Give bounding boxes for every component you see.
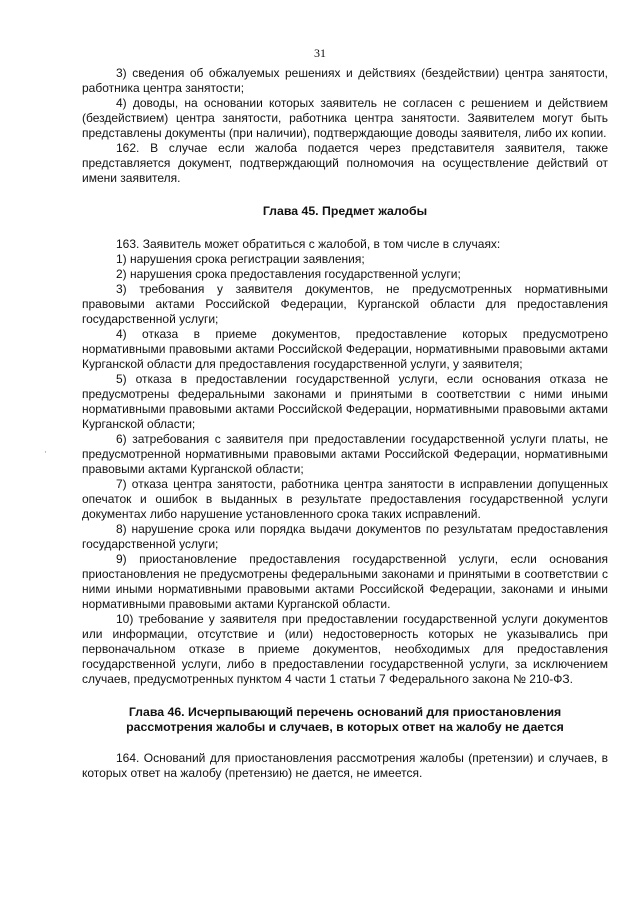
list-item-6: 6) затребования с заявителя при предоставлении государственной услуги платы, не предусмотренной нормативными правовыми актами Российской Федерации, нормативными правовыми актами Курганской области; — [82, 432, 608, 476]
chapter-46-heading — [82, 705, 608, 735]
list-item-9: 9) приостановление предоставления государственной услуги, если основания приостановления не предусмотрены федеральными законами и принятыми в соответствии с ними иными нормативными правовыми актами Российской Федерации, законами и иными нормативными правовыми актами Курганской области. — [82, 552, 608, 611]
paragraph-3-complaint-info: 3) сведения об обжалуемых решениях и действиях (бездействии) центра занятости, работника центра занятости; — [82, 66, 608, 95]
paragraph-163: 163. Заявитель может обратиться с жалобой, в том числе в случаях: — [116, 237, 501, 251]
list-item-10: 10) требование у заявителя при предоставлении государственной услуги документов или информации, отсутствие и (или) недостоверность которых не указывались при первоначальном отказе в приеме документов, необходимых для предоставления государственной услуги, либо в предоставлении государственной услуги, за исключением случаев, предусмотренных пунктом 4 части 1 статьи 7 Федерального закона № 210-ФЗ. — [82, 612, 608, 686]
margin-mark: · — [44, 447, 47, 457]
paragraph-4-arguments: 4) доводы, на основании которых заявитель не согласен с решением и действием (бездействием) центра занятости, работника центра занятости. Заявителем могут быть представлены документы (при наличии), подтверждающие доводы заявителя, либо их копии. — [82, 96, 608, 140]
list-item-1: 1) нарушения срока регистрации заявления; — [116, 252, 365, 266]
list-item-5: 5) отказа в предоставлении государственной услуги, если основания отказа не предусмотрены федеральными законами и принятыми в соответствии с ними иными нормативными правовыми актами Российской Федерации, нормативными правовыми актами Курганской области; — [82, 372, 608, 431]
paragraph-162: 162. В случае если жалоба подается через представителя заявителя, также представляется документ, подтверждающий полномочия на осуществление действий от имени заявителя. — [82, 141, 608, 185]
list-item-2: 2) нарушения срока предоставления государственной услуги; — [116, 267, 461, 281]
document-body — [82, 66, 608, 781]
list-item-8: 8) нарушение срока или порядка выдачи документов по результатам предоставления государственной услуги; — [82, 522, 608, 551]
list-item-7: 7) отказа центра занятости, работника центра занятости в исправлении допущенных опечаток и ошибок в выданных в результате предоставления государственной услуги документах либо нарушение установленного срока таких исправлений. — [82, 477, 608, 521]
list-item-4: 4) отказа в приеме документов, предоставление которых предусмотрено нормативными правовыми актами Российской Федерации, нормативными правовыми актами Курганской области для предоставления государственной услуги, у заявителя; — [82, 327, 608, 371]
list-item-3: 3) требования у заявителя документов, не предусмотренных нормативными правовыми актами Российской Федерации, Курганской области для предоставления государственной услуги; — [82, 282, 608, 326]
chapter-45-heading: Глава 45. Предмет жалобы — [262, 204, 428, 218]
page-number: 31 — [314, 46, 326, 60]
chapter-46-heading-line-2: рассмотрения жалобы и случаев, в которых ответ на жалобу не дается — [126, 720, 564, 734]
chapter-46-heading-line-1: Глава 46. Исчерпывающий перечень оснований для приостановления — [128, 705, 562, 719]
paragraph-164: 164. Оснований для приостановления рассмотрения жалобы (претензии) и случаев, в которых ответ на жалобу (претензию) не дается, не имеется. — [82, 751, 608, 780]
